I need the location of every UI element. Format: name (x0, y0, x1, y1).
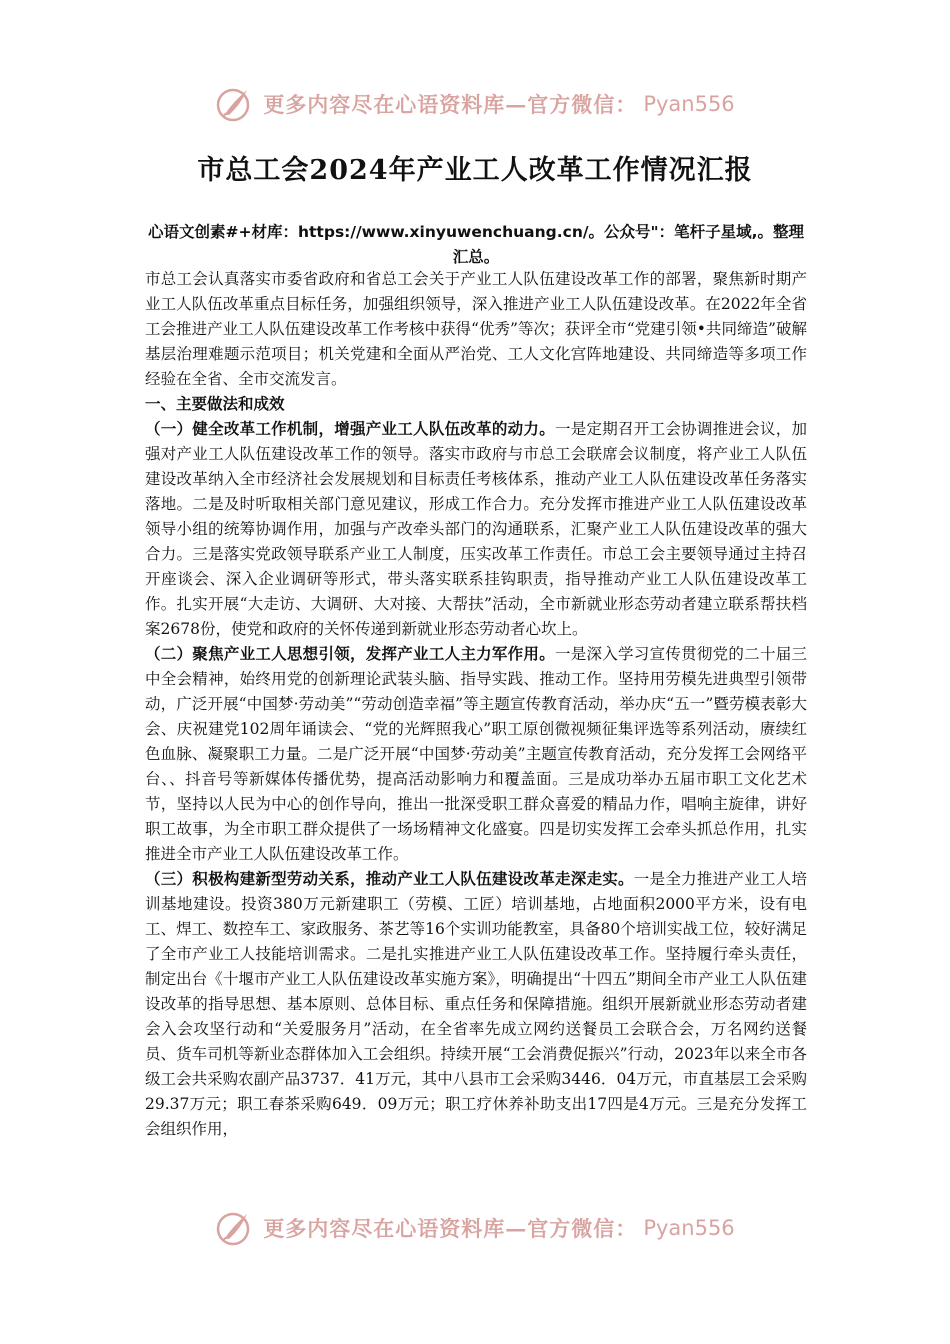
banner-handle: Pyan556 (643, 1216, 735, 1240)
footer-banner (0, 1206, 950, 1250)
document-body (145, 267, 807, 1142)
paragraph-3-lead: （三）积极构建新型劳动关系，推动产业工人队伍建设改革走深走实。 (145, 870, 634, 888)
paragraph-3 (145, 867, 807, 1142)
paragraph-2 (145, 642, 807, 867)
brush-logo-icon (215, 84, 255, 124)
banner-text: 更多内容尽在心语资料库—官方微信： (263, 1216, 638, 1241)
paragraph-1-lead: （一）健全改革工作机制，增强产业工人队伍改革的动力。 (145, 420, 555, 438)
brush-logo-icon (215, 1208, 255, 1248)
page-title: 市总工会2024年产业工人改革工作情况汇报 (197, 155, 753, 186)
paragraph-1 (145, 417, 807, 642)
intro-paragraph: 市总工会认真落实市委省政府和省总工会关于产业工人队伍建设改革工作的部署，聚焦新时期产业工人队伍改革重点目标任务，加强组织领导，深入推进产业工人队伍建设改革。在2022年全省工会推进产业工人队伍建设改革工作考核中获得“优秀”等次；获评全市“党建引领•共同缔造”破解基层治理难题示范项目；机关党建和全面从严治党、工人文化宫阵地建设、共同缔造等多项工作经验在全省、全市交流发言。 (145, 270, 807, 388)
header-banner (0, 82, 950, 126)
source-line: 心语文创素#+材库：https://www.xinyuwenchuang.cn/。公众号"：笔杆子星域,。整理汇总。 (148, 223, 804, 266)
banner-text: 更多内容尽在心语资料库—官方微信： (263, 92, 638, 117)
paragraph-3-text: 一是全力推进产业工人培训基地建设。投资380万元新建职工（劳模、工匠）培训基地，占地面积2000平方米，设有电工、焊工、数控车工、家政服务、茶艺等16个实训功能教室，具备80个培训实战工位，较好满足了全市产业工人技能培训需求。二是扎实推进产业工人队伍建设改革工作。坚持履行牵头责任，制定出台《十堰市产业工人队伍建设改革实施方案》，明确提出“十四五”期间全市产业工人队伍建设改革的指导思想、基本原则、总体目标、重点任务和保障措施。组织开展新就业形态劳动者建会入会攻坚行动和“关爱服务月”活动，在全省率先成立网约送餐员工会联合会，万名网约送餐员、货车司机等新业态群体加入工会组织。持续开展“工会消费促振兴”行动，2023年以来全市各级工会共采购农副产品3737．41万元，其中八县市工会采购3446．04万元，市直基层工会采购29.37万元；职工春茶采购649．09万元；职工疗休养补助支出17四是4万元。三是充分发挥工会组织作用， (145, 870, 807, 1138)
paragraph-2-lead: （二）聚焦产业工人思想引领，发挥产业工人主力军作用。 (145, 645, 555, 663)
section-heading: 一、主要做法和成效 (145, 395, 285, 413)
banner-handle: Pyan556 (643, 92, 735, 116)
paragraph-1-text: 一是定期召开工会协调推进会议，加强对产业工人队伍建设改革工作的领导。落实市政府与市总工会联席会议制度，将产业工人队伍建设改革纳入全市经济社会发展规划和目标责任考核体系，推动产业工人队伍建设改革任务落实落地。二是及时听取相关部门意见建议，形成工作合力。充分发挥市推进产业工人队伍建设改革领导小组的统筹协调作用，加强与产改牵头部门的沟通联系，汇聚产业工人队伍建设改革的强大合力。三是落实党政领导联系产业工人制度，压实改革工作责任。市总工会主要领导通过主持召开座谈会、深入企业调研等形式，带头落实联系挂钩职责，指导推动产业工人队伍建设改革工作。扎实开展“大走访、大调研、大对接、大帮扶”活动，全市新就业形态劳动者建立联系帮扶档案2678份，使党和政府的关怀传递到新就业形态劳动者心坎上。 (145, 420, 807, 638)
paragraph-2-text: 一是深入学习宣传贯彻党的二十届三中全会精神，始终用党的创新理论武装头脑、指导实践、推动工作。坚持用劳模先进典型引领带动，广泛开展“中国梦·劳动美”“劳动创造幸福”等主题宣传教育活动，举办庆“五一”暨劳模表彰大会、庆祝建党102周年诵读会、“党的光辉照我心”职工原创微视频征集评选等系列活动，赓续红色血脉、凝聚职工力量。二是广泛开展“中国梦·劳动美”主题宣传教育活动，充分发挥工会网络平台、、抖音号等新媒体传播优势，提高活动影响力和覆盖面。三是成功举办五届市职工文化艺术节，坚持以人民为中心的创作导向，推出一批深受职工群众喜爱的精品力作，唱响主旋律，讲好职工故事，为全市职工群众提供了一场场精神文化盛宴。四是切实发挥工会牵头抓总作用，扎实推进全市产业工人队伍建设改革工作。 (145, 645, 807, 863)
